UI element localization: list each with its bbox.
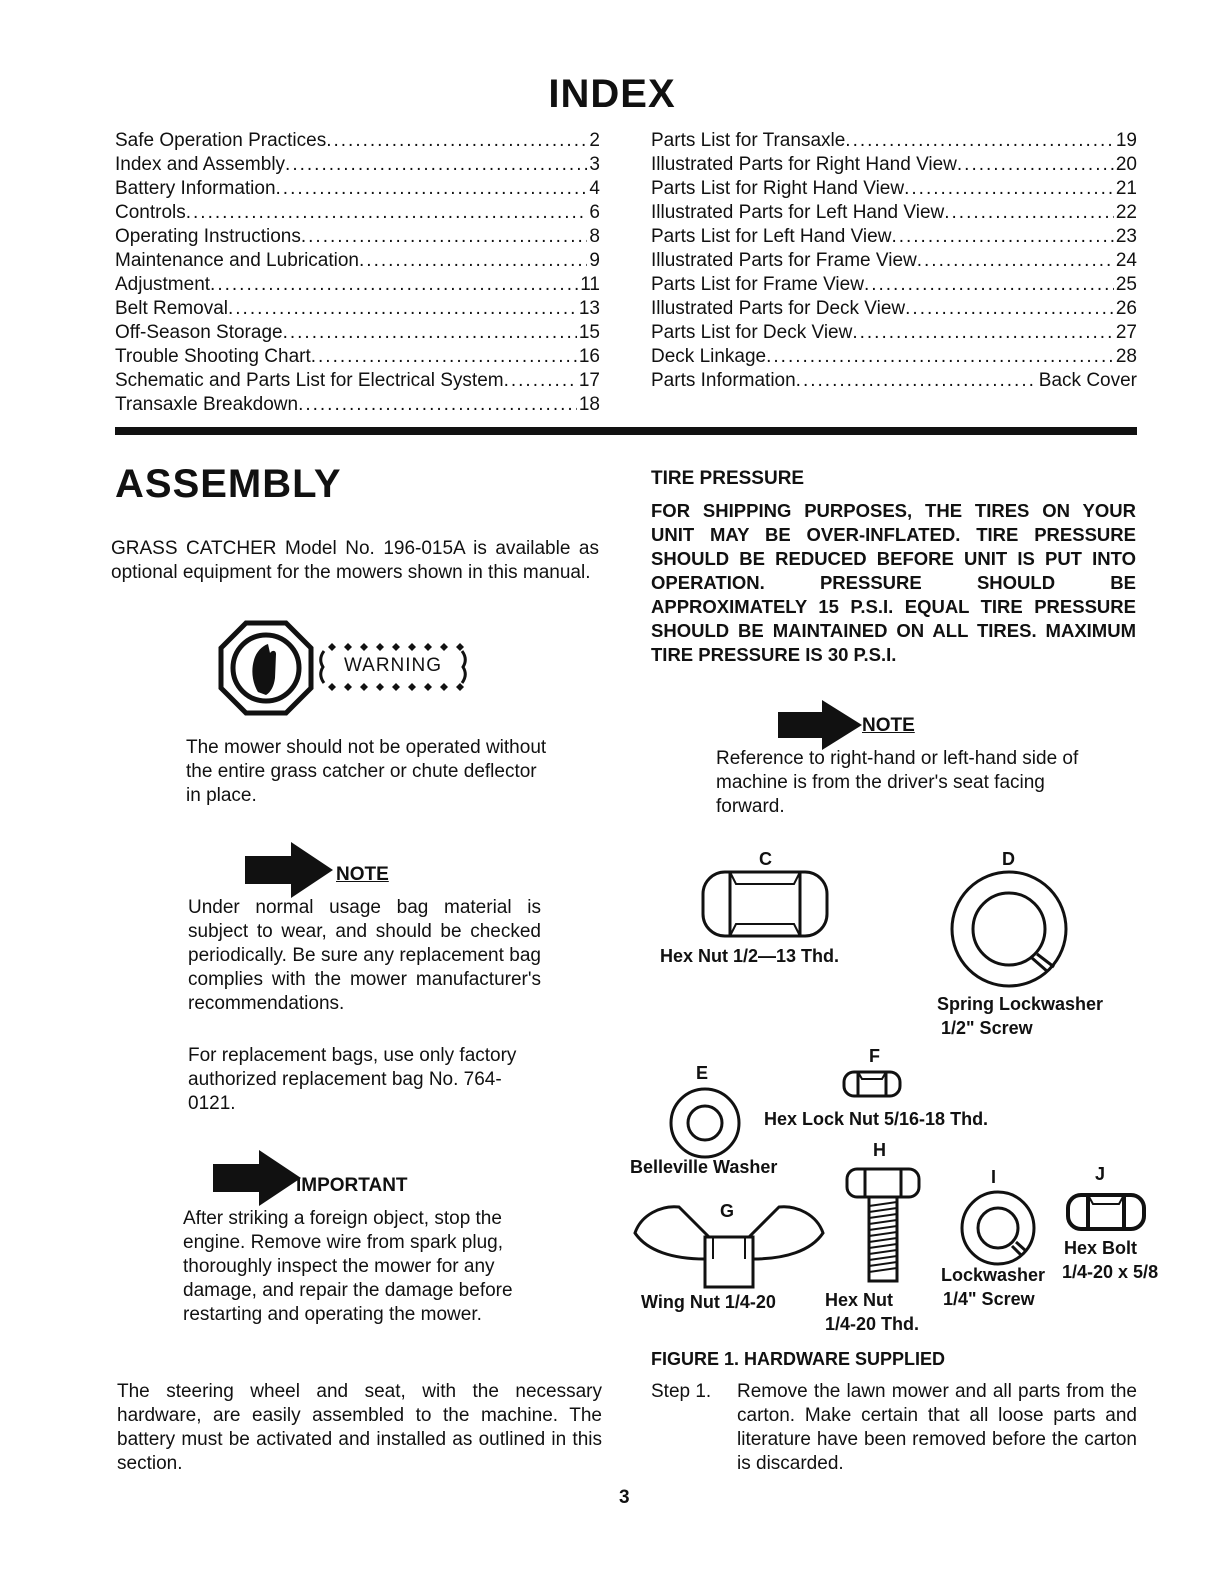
page-number: 3 [619,1487,630,1508]
index-entry-page: 24 [1115,250,1137,271]
hardware-h-letter: H [873,1140,886,1160]
index-entry [115,225,600,249]
hex-lock-nut-icon [842,1069,902,1104]
tire-pressure-text: FOR SHIPPING PURPOSES, THE TIRES ON YOUR UNIT MAY BE OVER-INFLATED. TIRE PRESSURE SHOULD BE REDUCED BEFORE UNIT IS PUT INTO OPERATION. PRESSURE SHOULD BE APPROXIMATELY 15 P.S.I. EQUAL TIRE PRESSURE SHOULD BE MAINTAINED ON ALL TIRES. MAXIMUM TIRE PRESSURE IS 30 P.S.I. [651,500,1136,665]
hardware-d-name: Spring Lockwasher [937,994,1104,1014]
index-entry-label: Parts List for Left Hand View [651,226,892,247]
index-entry-label: Safe Operation Practices [115,130,327,151]
index-entry-label: Controls [115,202,186,223]
hardware-j-letter: J [1095,1164,1106,1184]
index-entry [651,369,1137,393]
tire-pressure-heading: TIRE PRESSURE [651,468,805,489]
index-entry-label: Trouble Shooting Chart [115,346,311,367]
hardware-e-name: Belleville Washer [630,1157,778,1177]
hardware-h-sub: 1/4-20 Thd. [825,1314,920,1334]
index-entry-leader [283,321,577,345]
hardware-j-sub: 1/4-20 x 5/8 [1062,1262,1159,1282]
index-entry-leader [186,201,588,225]
hardware-g-name: Wing Nut 1/4-20 [641,1292,776,1312]
index-entry [651,273,1137,297]
index-entry-leader [944,201,1114,225]
index-entry-page: 3 [589,154,600,175]
index-entry-page: 23 [1115,226,1137,247]
step1-text: Remove the lawn mower and all parts from the carton. Make certain that all loose parts and literature have been removed before the carton is discarded. [737,1381,1137,1474]
index-entry-page: 27 [1115,322,1137,343]
index-entry-page: 8 [589,226,600,247]
index-entry-leader [301,225,588,249]
index-entry-page: 15 [578,322,600,343]
warning-text: The mower should not be operated without the entire grass catcher or chute deflector in place. [186,737,547,806]
index-entry [115,249,600,273]
index-entry [115,345,600,369]
section-divider [115,427,1137,435]
closing-text: The steering wheel and seat, with the necessary hardware, are easily assembled to the machine. The battery must be activated and installed as outlined in this section. [117,1381,602,1474]
index-entry-label: Illustrated Parts for Right Hand View [651,154,957,175]
index-entry [651,177,1137,201]
warning-hand-icon [218,620,314,721]
warning-label: WARNING [343,655,443,676]
index-entry [115,153,600,177]
index-entry-page: 26 [1115,298,1137,319]
index-entry-label: Deck Linkage [651,346,767,367]
tire-note-arrow-icon [778,700,862,750]
index-entry [115,393,600,417]
index-entry-page: 16 [578,346,600,367]
hardware-f-letter: F [869,1046,880,1066]
index-entry [115,201,600,225]
figure-caption: FIGURE 1. HARDWARE SUPPLIED [651,1349,946,1369]
belleville-washer-icon [667,1086,743,1165]
index-entry-label: Schematic and Parts List for Electrical System [115,370,504,391]
index-entry [651,321,1137,345]
index-entry-leader [796,369,1037,393]
index-entry-page: 17 [578,370,600,391]
index-entry-leader [904,177,1114,201]
index-entry-leader [864,273,1114,297]
assembly-heading: ASSEMBLY [115,462,342,506]
index-entry-page: 9 [589,250,600,271]
index-entry-page: 18 [578,394,600,415]
index-entry-label: Operating Instructions [115,226,301,247]
index-entry-leader [905,297,1114,321]
index-entry-label: Adjustment [115,274,211,295]
important-arrow-icon [213,1150,301,1206]
index-entry-leader [285,153,587,177]
index-entry-page: 4 [589,178,600,199]
index-entry-label: Index and Assembly [115,154,286,175]
index-entry-leader [504,369,577,393]
note-label: NOTE [336,864,389,885]
index-entry [651,201,1137,225]
index-entry-page: 21 [1115,178,1137,199]
index-entry-leader [298,393,577,417]
index-entry-label: Parts List for Deck View [651,322,853,343]
index-entry-leader [766,345,1114,369]
warning-label-box [318,643,468,691]
index-entry-leader [210,273,578,297]
hardware-d-letter: D [1002,849,1015,869]
index-entry-leader [276,177,588,201]
index-entry-label: Off-Season Storage [115,322,283,343]
index-entry-label: Illustrated Parts for Frame View [651,250,917,271]
index-entry [115,129,600,153]
index-entry [651,345,1137,369]
assembly-intro: GRASS CATCHER Model No. 196-015A is available as optional equipment for the mowers shown in this manual. [111,538,599,583]
index-entry [115,321,600,345]
hex-nut-c-icon [700,868,830,945]
index-entry-leader [359,249,587,273]
index-entry-label: Battery Information [115,178,276,199]
index-entry [115,369,600,393]
index-entry-leader [852,321,1114,345]
index-entry-page: 28 [1115,346,1137,367]
index-entry-label: Parts List for Frame View [651,274,864,295]
index-entry-leader [845,129,1114,153]
index-entry-page: 6 [589,202,600,223]
index-entry-label: Transaxle Breakdown [115,394,299,415]
wing-nut-icon [633,1203,825,1298]
index-entry-page: 25 [1115,274,1137,295]
important-text: After striking a foreign object, stop the engine. Remove wire from spark plug, thoroughly inspect the mower for any damage, and repair the damage before restarting and operating the mower. [183,1208,513,1325]
index-entry [651,129,1137,153]
tire-note-label: NOTE [862,715,915,736]
index-entry-leader [917,249,1114,273]
index-entry [651,225,1137,249]
index-entry-leader [311,345,577,369]
hardware-c-name: Hex Nut 1/2—13 Thd. [660,946,840,966]
index-entry-leader [891,225,1113,249]
index-entry-page: 20 [1115,154,1137,175]
index-entry-label: Illustrated Parts for Left Hand View [651,202,945,223]
index-entry-label: Parts List for Transaxle [651,130,846,151]
hardware-h-name: Hex Nut [825,1290,894,1310]
index-entry [115,177,600,201]
hardware-i-name: Lockwasher [941,1265,1046,1285]
index-entry-leader [228,297,577,321]
index-left-column [115,129,600,417]
hardware-g-letter: G [720,1201,735,1221]
hardware-d-sub: 1/2" Screw [941,1018,1033,1038]
hardware-c-letter: C [759,849,772,869]
index-entry-page: Back Cover [1038,370,1137,391]
note-arrow-icon [245,842,333,898]
index-entry-label: Parts Information [651,370,796,391]
index-entry [651,153,1137,177]
lockwasher-i-icon [958,1188,1038,1273]
index-entry-page: 19 [1115,130,1137,151]
index-entry-leader [326,129,587,153]
index-entry-label: Parts List for Right Hand View [651,178,905,199]
index-entry-label: Belt Removal [115,298,228,319]
tire-note-text: Reference to right-hand or left-hand side of machine is from the driver's seat facing forward. [716,748,1079,817]
index-entry-leader [957,153,1114,177]
hardware-i-sub: 1/4" Screw [943,1289,1035,1309]
index-entry [115,297,600,321]
replacement-bag-text: For replacement bags, use only factory authorized replacement bag No. 764-0121. [188,1045,517,1114]
index-entry [651,297,1137,321]
index-title: INDEX [548,72,676,116]
important-label: IMPORTANT [296,1175,408,1196]
index-entry-label: Illustrated Parts for Deck View [651,298,906,319]
hardware-j-name: Hex Bolt [1064,1238,1138,1258]
index-entry-page: 22 [1115,202,1137,223]
index-entry-label: Maintenance and Lubrication [115,250,360,271]
hex-bolt-h-icon [845,1166,921,1289]
note-text: Under normal usage bag material is subject to wear, and should be checked periodically. Be sure any replacement bag complies with the mower manufacturer's recommendations. [188,897,541,1014]
hardware-f-name: Hex Lock Nut 5/16-18 Thd. [764,1109,989,1129]
index-entry-page: 11 [580,274,600,295]
index-right-column [651,129,1137,393]
index-entry-page: 13 [578,298,600,319]
spring-lockwasher-icon [944,868,1074,995]
index-entry [115,273,600,297]
index-entry [651,249,1137,273]
index-entry-page: 2 [589,130,600,151]
hardware-i-letter: I [991,1167,997,1187]
hardware-e-letter: E [696,1063,709,1083]
step1-label: Step 1. [651,1381,712,1402]
hex-bolt-j-icon [1066,1192,1146,1237]
